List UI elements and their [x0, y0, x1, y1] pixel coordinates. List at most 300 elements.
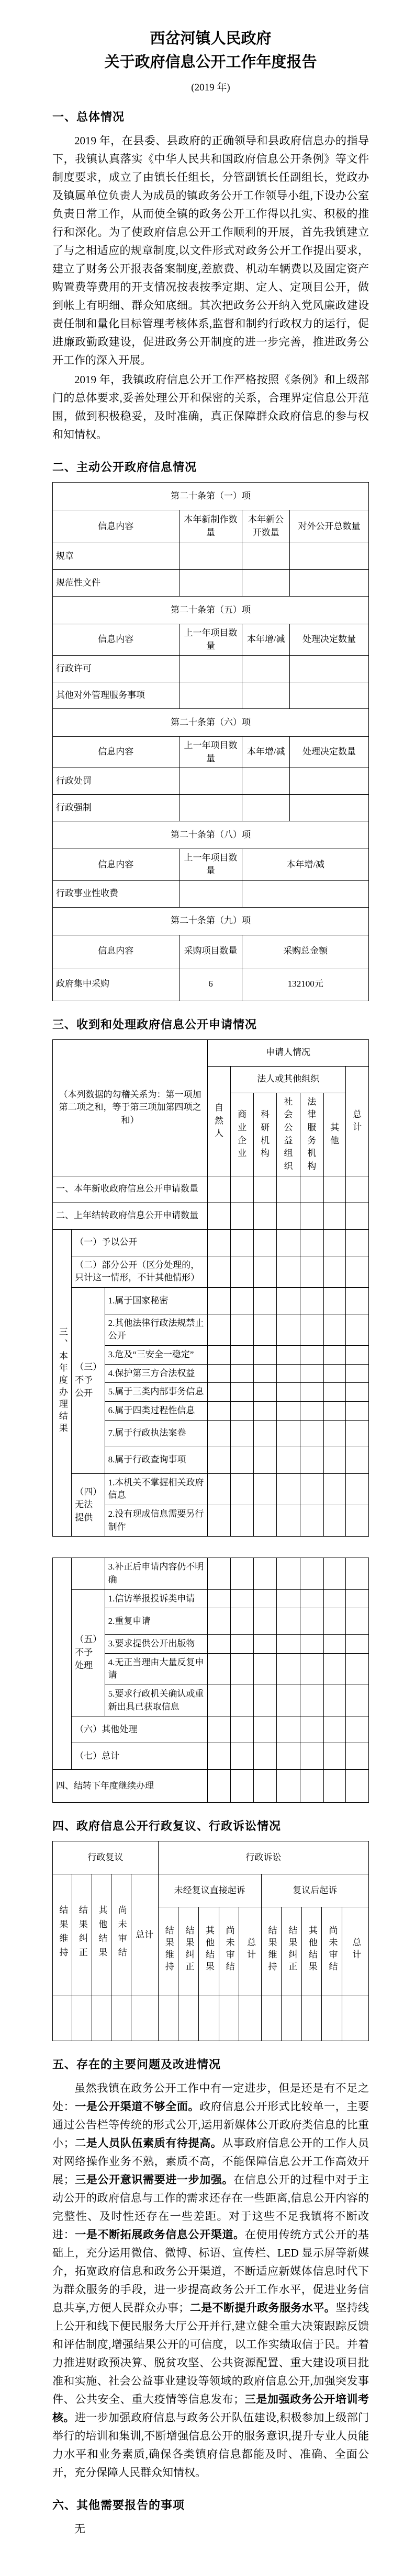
group-not-disclosed: （三）不予公开 [72, 1287, 105, 1473]
row-label-admin-coercion: 行政强制 [53, 795, 180, 821]
vertical-label: 结果维持 [163, 1926, 174, 1974]
row-other-processing: （六）其他处理 [72, 1716, 208, 1743]
empty-cell [346, 1203, 369, 1229]
row-label-other-services: 其他对外管理服务事项 [53, 682, 180, 709]
empty-cell [323, 1383, 346, 1402]
col-direct-upheld [158, 1907, 178, 1996]
col-header-legal-service: 法律服务机构 [300, 1093, 323, 1176]
vertical-label: 其他结果 [307, 1926, 317, 1974]
empty-cell [131, 1996, 158, 2041]
empty-cell [323, 1364, 346, 1383]
empty-cell [207, 1176, 230, 1203]
empty-cell [277, 1256, 300, 1287]
empty-cell [346, 1608, 369, 1635]
band-article20-item6: 第二十条第（六）项 [53, 709, 369, 737]
heading-other-matters: 六、其他需要报告的事项 [52, 2499, 185, 2512]
empty-cell [254, 1287, 277, 1314]
empty-cell [179, 569, 242, 596]
empty-cell [300, 1589, 323, 1608]
empty-cell [254, 1685, 277, 1716]
run-text: 虽然我镇在政务公开工作中有一定进步，但是还是有不足之处： [52, 2082, 369, 2113]
col-after-other [301, 1907, 322, 1996]
empty-cell [254, 1770, 277, 1803]
empty-cell [231, 1447, 254, 1473]
empty-cell [346, 1364, 369, 1383]
col-header-procurement-amount: 采购总金额 [242, 935, 369, 968]
run-bold: 一是公开渠道不够全面。 [75, 2100, 200, 2113]
vertical-label: 总计 [245, 1938, 256, 1962]
empty-cell [277, 1383, 300, 1402]
run-text: 在使用传统方式公开的基础上，充分运用微信、微博、标语、宣传栏、LED 显示屏等新媒介，拓宽政府信息和政务公开渠道，不断适应新媒体信息时代下为群众服务的手段，进一步提高政务公开工作水平，促进业务信息共享,方便人民群众办事； [52, 2228, 369, 2315]
empty-cell [346, 1505, 369, 1536]
empty-cell [300, 1716, 323, 1743]
vertical-label: 尚未审结 [116, 1905, 127, 1962]
col-review-pending [111, 1874, 131, 1996]
empty-cell [242, 795, 290, 821]
empty-cell [300, 1203, 323, 1229]
page-break-gap [52, 1537, 369, 1554]
empty-cell [158, 1996, 178, 2041]
empty-cell [323, 1176, 346, 1203]
run-text: 在信息公开的过程中对于主动公开的政府信息与工作的需求还存在一些距离,信息公开内容的完整性、及时性还存在一些差距。对于这些不足我镇将不断改进： [52, 2173, 369, 2241]
col-review-total: 总计 [131, 1874, 158, 1996]
table-requests-part1 [52, 1039, 369, 1537]
empty-cell [282, 1996, 302, 2041]
empty-cell [300, 1287, 323, 1314]
empty-cell [277, 1473, 300, 1505]
col-header-change: 本年增/减 [242, 737, 290, 768]
empty-cell [179, 656, 242, 682]
empty-cell [207, 1685, 230, 1716]
note-reconciliation: （本列数据的勾稽关系为：第一项加第二项之和，等于第三项加第四项之和） [53, 1039, 208, 1176]
row-label-rules: 规章 [53, 543, 180, 569]
empty-cell [231, 1716, 254, 1743]
empty-cell [207, 1635, 230, 1654]
item-confirm-reissue: 5.要求行政机关确认或重新出具已获取信息 [105, 1685, 207, 1716]
empty-cell [289, 543, 368, 569]
col-review-upheld [53, 1874, 72, 1996]
item-publications: 3.要求提供公开出版物 [105, 1635, 207, 1654]
col-review-corrected [72, 1874, 92, 1996]
paragraph-overall-2: 2019 年，我镇政府信息公开工作严格按照《条例》和上级部门的总体要求,妥善处理公开和保密的关系，合理界定信息公开范围，做到积极稳妥，及时准确，真正保障群众政府信息的参与权和知情权。 [52, 373, 369, 441]
row-label-admin-license: 行政许可 [53, 656, 180, 682]
heading-proactive-disclosure: 二、主动公开政府信息情况 [52, 460, 197, 474]
empty-cell [231, 1346, 254, 1365]
col-after-upheld [261, 1907, 282, 1996]
empty-cell [207, 1346, 230, 1365]
empty-cell [207, 1653, 230, 1685]
empty-cell [342, 1996, 369, 2041]
empty-cell [277, 1608, 300, 1635]
empty-cell [207, 1364, 230, 1383]
col-header-decisions: 处理决定数量 [289, 737, 368, 768]
vertical-label: 结果维持 [266, 1926, 277, 1974]
col-header-new-made: 本年新制作数量 [179, 510, 242, 543]
empty-cell [289, 795, 368, 821]
paragraph-overall-1: 2019 年，在县委、县政府的正确领导和县政府信息办的指导下，我镇认真落实《中华人民共和国政府信息公开条例》等文件制度要求，成立了由镇长任组长，分管副镇长任副组长，党政办及镇属单位负责人为成员的镇政务公开工作领导小组,下设办公室负责日常工作，从而使全镇的政务公开工作得以扎实、积极的推行和深化。为了使政府信息公开工作顺利的开展，首先我镇建立了与之相适应的规章制度,以文件形式对政务公开工作提出要求，建立了财务公开报表备案制度,差旅费、机动车辆费以及固定资产购置费等费用的开支情况按表按季定期、定人、定项目公开，做到帐上有明细、群众知底细。其次把政务公开纳入党风廉政建设责任制和量化目标管理考核体系,监督和制约行政权力的运行，促进廉政勤政建设，促进政务公开制度的进一步完善，推进政务公开工作的深入开展。 [52, 134, 369, 367]
empty-cell [92, 1996, 111, 2041]
empty-cell [300, 1346, 323, 1365]
run-text: 坚持线上公开和线下便民服务大厅公开并行,建立健全重大决策跟踪反馈和评估制度,增强结果公开的可信度，以工作实绩取信于民。并着力推进财政预决算、脱贫攻坚、公共资源配置、重大建设项目批准和实施、社会公益事业建设等领域的政府信息公开,加强突发事件、公共安全、重大疫情等信息发布； [52, 2302, 369, 2406]
empty-cell [254, 1203, 277, 1229]
row-carryover-next-year: 四、结转下年度继续办理 [53, 1770, 208, 1803]
band-article20-item5: 第二十条第（五）项 [53, 596, 369, 624]
empty-cell [346, 1447, 369, 1473]
results-vertical-text: 三、本年度办理结果 [57, 1326, 68, 1435]
empty-cell [207, 1402, 230, 1421]
empty-cell [242, 880, 369, 907]
col-header-total-open: 对外公开总数量 [289, 510, 368, 543]
empty-cell [277, 1203, 300, 1229]
empty-cell [323, 1203, 346, 1229]
col-header-change: 本年增/减 [242, 624, 290, 655]
empty-cell [254, 1558, 277, 1589]
paragraph-none: 无 [74, 2523, 85, 2536]
empty-cell [323, 1653, 346, 1685]
empty-cell [231, 1287, 254, 1314]
item-law-forbidden: 2.其他法律行政法规禁止公开 [105, 1314, 207, 1345]
empty-cell [242, 569, 290, 596]
empty-cell [254, 1364, 277, 1383]
empty-cell [323, 1420, 346, 1447]
item-third-party-rights: 4.保护第三方合法权益 [105, 1364, 207, 1383]
col-header-procurement-count: 采购项目数量 [179, 935, 242, 968]
empty-cell [207, 1716, 230, 1743]
value-procurement-amount: 132100元 [242, 968, 369, 1001]
empty-cell [323, 1716, 346, 1743]
empty-cell [300, 1743, 323, 1770]
empty-cell [231, 1176, 254, 1203]
empty-cell [277, 1635, 300, 1654]
empty-cell [300, 1402, 323, 1421]
empty-cell [323, 1770, 346, 1803]
empty-cell [323, 1589, 346, 1608]
row-label-admin-fees: 行政事业性收费 [53, 880, 180, 907]
doc-title-line2: 关于政府信息公开工作年度报告 [104, 53, 317, 71]
row-label-admin-penalty: 行政处罚 [53, 768, 180, 795]
col-header-research: 科研机构 [254, 1093, 277, 1176]
empty-cell [300, 1685, 323, 1716]
empty-cell [277, 1589, 300, 1608]
row-partial-disclosure: （二）部分公开（区分处理的，只计这一情形，不计其他情形） [72, 1256, 208, 1287]
heading-requests: 三、收到和处理政府信息公开申请情况 [52, 1017, 257, 1031]
group-unable-provide: （四）无法提供 [72, 1473, 105, 1537]
item-admin-query: 8.属于行政查询事项 [105, 1447, 207, 1473]
empty-cell [231, 1229, 254, 1256]
empty-cell [231, 1589, 254, 1608]
col-header-new-open: 本年新公开数量 [242, 510, 290, 543]
empty-cell [300, 1608, 323, 1635]
empty-cell [254, 1589, 277, 1608]
empty-cell [231, 1473, 254, 1505]
empty-cell [323, 1256, 346, 1287]
col-direct-corrected [178, 1907, 199, 1996]
col-header-decisions: 处理决定数量 [289, 624, 368, 655]
run-bold: 二是不断提升政务服务水平。 [189, 2302, 336, 2315]
empty-cell [300, 1383, 323, 1402]
empty-cell [242, 656, 290, 682]
empty-cell [207, 1473, 230, 1505]
empty-cell [277, 1685, 300, 1716]
heading-review-litigation: 四、政府信息公开行政复议、行政诉讼情况 [52, 1819, 282, 1833]
empty-cell [231, 1383, 254, 1402]
col-direct-total [239, 1907, 261, 1996]
empty-cell [322, 1996, 342, 2041]
empty-cell [323, 1685, 346, 1716]
empty-cell [323, 1287, 346, 1314]
empty-cell [289, 656, 368, 682]
empty-cell [254, 1505, 277, 1536]
heading-overall: 一、总体情况 [52, 110, 125, 123]
empty-cell [277, 1346, 300, 1365]
col-header-total: 总计 [346, 1066, 369, 1176]
empty-cell [346, 1176, 369, 1203]
empty-cell [277, 1558, 300, 1589]
vertical-label: 总计 [351, 1938, 361, 1962]
empty-cell [231, 1608, 254, 1635]
header-direct-litigation: 未经复议直接起诉 [158, 1874, 261, 1907]
col-header-info-content: 信息内容 [53, 510, 180, 543]
empty-cell [207, 1420, 230, 1447]
empty-cell [277, 1716, 300, 1743]
empty-cell [323, 1402, 346, 1421]
run-text: 政府信息公开形式比较单一，主要通过公告栏等传统的形式公开,运用新媒体公开政府类信息的比重小； [52, 2100, 369, 2150]
row-total: （七）总计 [72, 1743, 208, 1770]
empty-cell [323, 1743, 346, 1770]
empty-cell [207, 1314, 230, 1345]
empty-cell [231, 1420, 254, 1447]
item-enforcement-files: 7.属于行政执法案卷 [105, 1420, 207, 1447]
col-header-info-content: 信息内容 [53, 624, 180, 655]
item-internal-affairs: 5.属于三类内部事务信息 [105, 1383, 207, 1402]
empty-cell [346, 1653, 369, 1685]
row-label-normative-docs: 规范性文件 [53, 569, 180, 596]
empty-cell [289, 682, 368, 709]
empty-cell [300, 1176, 323, 1203]
run-bold: 二是人员队伍素质有待提高。 [74, 2137, 222, 2150]
item-not-held: 1.本机关不掌握相关政府信息 [105, 1473, 207, 1505]
empty-cell [231, 1314, 254, 1345]
empty-cell [301, 1996, 322, 2041]
doc-title-line1: 西岔河镇人民政府 [150, 30, 272, 47]
empty-cell [277, 1420, 300, 1447]
empty-cell [323, 1558, 346, 1589]
empty-cell [242, 543, 290, 569]
vertical-label: 结果纠正 [77, 1905, 87, 1962]
empty-cell [300, 1229, 323, 1256]
empty-cell [346, 1346, 369, 1365]
empty-cell [254, 1716, 277, 1743]
empty-cell [207, 1505, 230, 1536]
col-header-info-content: 信息内容 [53, 737, 180, 768]
empty-cell [346, 1635, 369, 1654]
empty-cell [207, 1256, 230, 1287]
empty-cell [346, 1420, 369, 1447]
item-petition-complaint: 1.信访举报投诉类申请 [105, 1589, 207, 1608]
empty-cell [242, 768, 290, 795]
empty-cell [346, 1558, 369, 1589]
empty-cell [300, 1314, 323, 1345]
row-group-results-label [53, 1229, 72, 1537]
vertical-label: 尚未审结 [224, 1926, 234, 1974]
col-header-other-org: 其他 [323, 1093, 346, 1176]
empty-cell [178, 1996, 199, 2041]
vertical-label: 其他结果 [97, 1905, 107, 1962]
empty-cell [346, 1716, 369, 1743]
item-process-info: 6.属于四类过程性信息 [105, 1402, 207, 1421]
empty-cell [231, 1558, 254, 1589]
empty-cell [346, 1229, 369, 1256]
empty-cell [207, 1229, 230, 1256]
header-legal-org: 法人或其他组织 [231, 1066, 346, 1093]
empty-cell [53, 1996, 72, 2041]
paragraph-problems [52, 2079, 369, 2482]
run-bold: 三是加强政务公开培训考核。 [52, 2393, 369, 2424]
header-applicant-situation: 申请人情况 [207, 1039, 368, 1066]
empty-cell [254, 1176, 277, 1203]
empty-cell [323, 1314, 346, 1345]
empty-cell [231, 1402, 254, 1421]
group-not-processed: （五）不予处理 [72, 1589, 105, 1716]
empty-cell [72, 1558, 105, 1589]
empty-cell [300, 1473, 323, 1505]
col-direct-pending [219, 1907, 239, 1996]
empty-cell [231, 1653, 254, 1685]
empty-cell [231, 1770, 254, 1803]
empty-cell [277, 1447, 300, 1473]
empty-cell [219, 1996, 239, 2041]
empty-cell [289, 569, 368, 596]
vertical-label: 结果维持 [58, 1905, 68, 1962]
heading-problems-improvements: 五、存在的主要问题及改进情况 [52, 2058, 221, 2071]
band-article20-item1: 第二十条第（一）项 [53, 482, 369, 510]
empty-cell [277, 1229, 300, 1256]
empty-cell [198, 1996, 219, 2041]
empty-cell [277, 1653, 300, 1685]
empty-cell [207, 1447, 230, 1473]
vertical-label: 结果纠正 [184, 1926, 194, 1974]
empty-cell [254, 1447, 277, 1473]
item-still-unclear: 3.补正后申请内容仍不明确 [105, 1558, 207, 1589]
table-requests-part2 [52, 1558, 369, 1803]
doc-subtitle-year: (2019 年) [191, 82, 230, 93]
col-header-info-content: 信息内容 [53, 849, 180, 880]
empty-cell [346, 1743, 369, 1770]
empty-cell [254, 1473, 277, 1505]
empty-cell [261, 1996, 282, 2041]
empty-cell [346, 1256, 369, 1287]
empty-cell [277, 1505, 300, 1536]
value-procurement-count: 6 [179, 968, 242, 1001]
empty-cell [231, 1743, 254, 1770]
empty-cell [254, 1346, 277, 1365]
empty-cell [323, 1473, 346, 1505]
empty-cell [300, 1447, 323, 1473]
row-label-centralized-procurement: 政府集中采购 [53, 968, 180, 1001]
empty-cell [254, 1653, 277, 1685]
empty-cell [72, 1996, 92, 2041]
empty-cell [277, 1176, 300, 1203]
empty-cell [277, 1287, 300, 1314]
empty-cell [207, 1383, 230, 1402]
empty-cell [254, 1608, 277, 1635]
empty-cell [254, 1402, 277, 1421]
empty-cell [239, 1996, 261, 2041]
empty-cell [231, 1256, 254, 1287]
band-article20-item8: 第二十条第（八）项 [53, 821, 369, 849]
col-header-public-welfare: 社会公益组织 [277, 1093, 300, 1176]
col-header-change: 本年增/减 [242, 849, 369, 880]
empty-cell [323, 1346, 346, 1365]
vertical-label: 结果纠正 [287, 1926, 297, 1974]
empty-cell [207, 1203, 230, 1229]
header-admin-litigation: 行政诉讼 [158, 1841, 368, 1874]
item-state-secret: 1.属于国家秘密 [105, 1287, 207, 1314]
empty-cell [254, 1635, 277, 1654]
empty-cell [300, 1364, 323, 1383]
col-direct-other [198, 1907, 219, 1996]
empty-cell [231, 1203, 254, 1229]
empty-cell [300, 1420, 323, 1447]
empty-cell [277, 1402, 300, 1421]
empty-cell [346, 1314, 369, 1345]
empty-cell [277, 1364, 300, 1383]
empty-cell [277, 1770, 300, 1803]
item-endanger-safety: 3.危及“三安全一稳定” [105, 1346, 207, 1365]
empty-cell [323, 1608, 346, 1635]
empty-cell [53, 1558, 72, 1770]
col-header-lastyear-count: 上一年项目数量 [179, 737, 242, 768]
empty-cell [323, 1505, 346, 1536]
col-header-info-content: 信息内容 [53, 935, 180, 968]
empty-cell [300, 1635, 323, 1654]
empty-cell [111, 1996, 131, 2041]
item-need-creation: 2.没有现成信息需要另行制作 [105, 1505, 207, 1536]
empty-cell [254, 1420, 277, 1447]
run-bold: 三是公开意识需要进一步加强。 [74, 2173, 234, 2186]
empty-cell [289, 768, 368, 795]
col-header-commercial: 商业企业 [231, 1093, 254, 1176]
item-unjustified-repeat: 4.无正当理由大量反复申请 [105, 1653, 207, 1685]
empty-cell [207, 1770, 230, 1803]
table-review-litigation [52, 1841, 369, 2041]
empty-cell [346, 1402, 369, 1421]
row-granted-disclosure: （一）予以公开 [72, 1229, 208, 1256]
empty-cell [254, 1229, 277, 1256]
empty-cell [300, 1505, 323, 1536]
row-new-requests: 一、本年新收政府信息公开申请数量 [53, 1176, 208, 1203]
empty-cell [242, 682, 290, 709]
empty-cell [346, 1685, 369, 1716]
empty-cell [231, 1505, 254, 1536]
col-header-lastyear-count: 上一年项目数量 [179, 624, 242, 655]
vertical-label: 其他结果 [204, 1926, 214, 1974]
empty-cell [300, 1558, 323, 1589]
empty-cell [254, 1383, 277, 1402]
empty-cell [231, 1364, 254, 1383]
col-header-lastyear-count: 上一年项目数量 [179, 849, 242, 880]
empty-cell [179, 768, 242, 795]
empty-cell [346, 1589, 369, 1608]
empty-cell [179, 880, 242, 907]
empty-cell [207, 1608, 230, 1635]
empty-cell [346, 1770, 369, 1803]
empty-cell [346, 1473, 369, 1505]
empty-cell [323, 1229, 346, 1256]
empty-cell [346, 1383, 369, 1402]
empty-cell [179, 543, 242, 569]
band-article20-item9: 第二十条第（九）项 [53, 907, 369, 935]
